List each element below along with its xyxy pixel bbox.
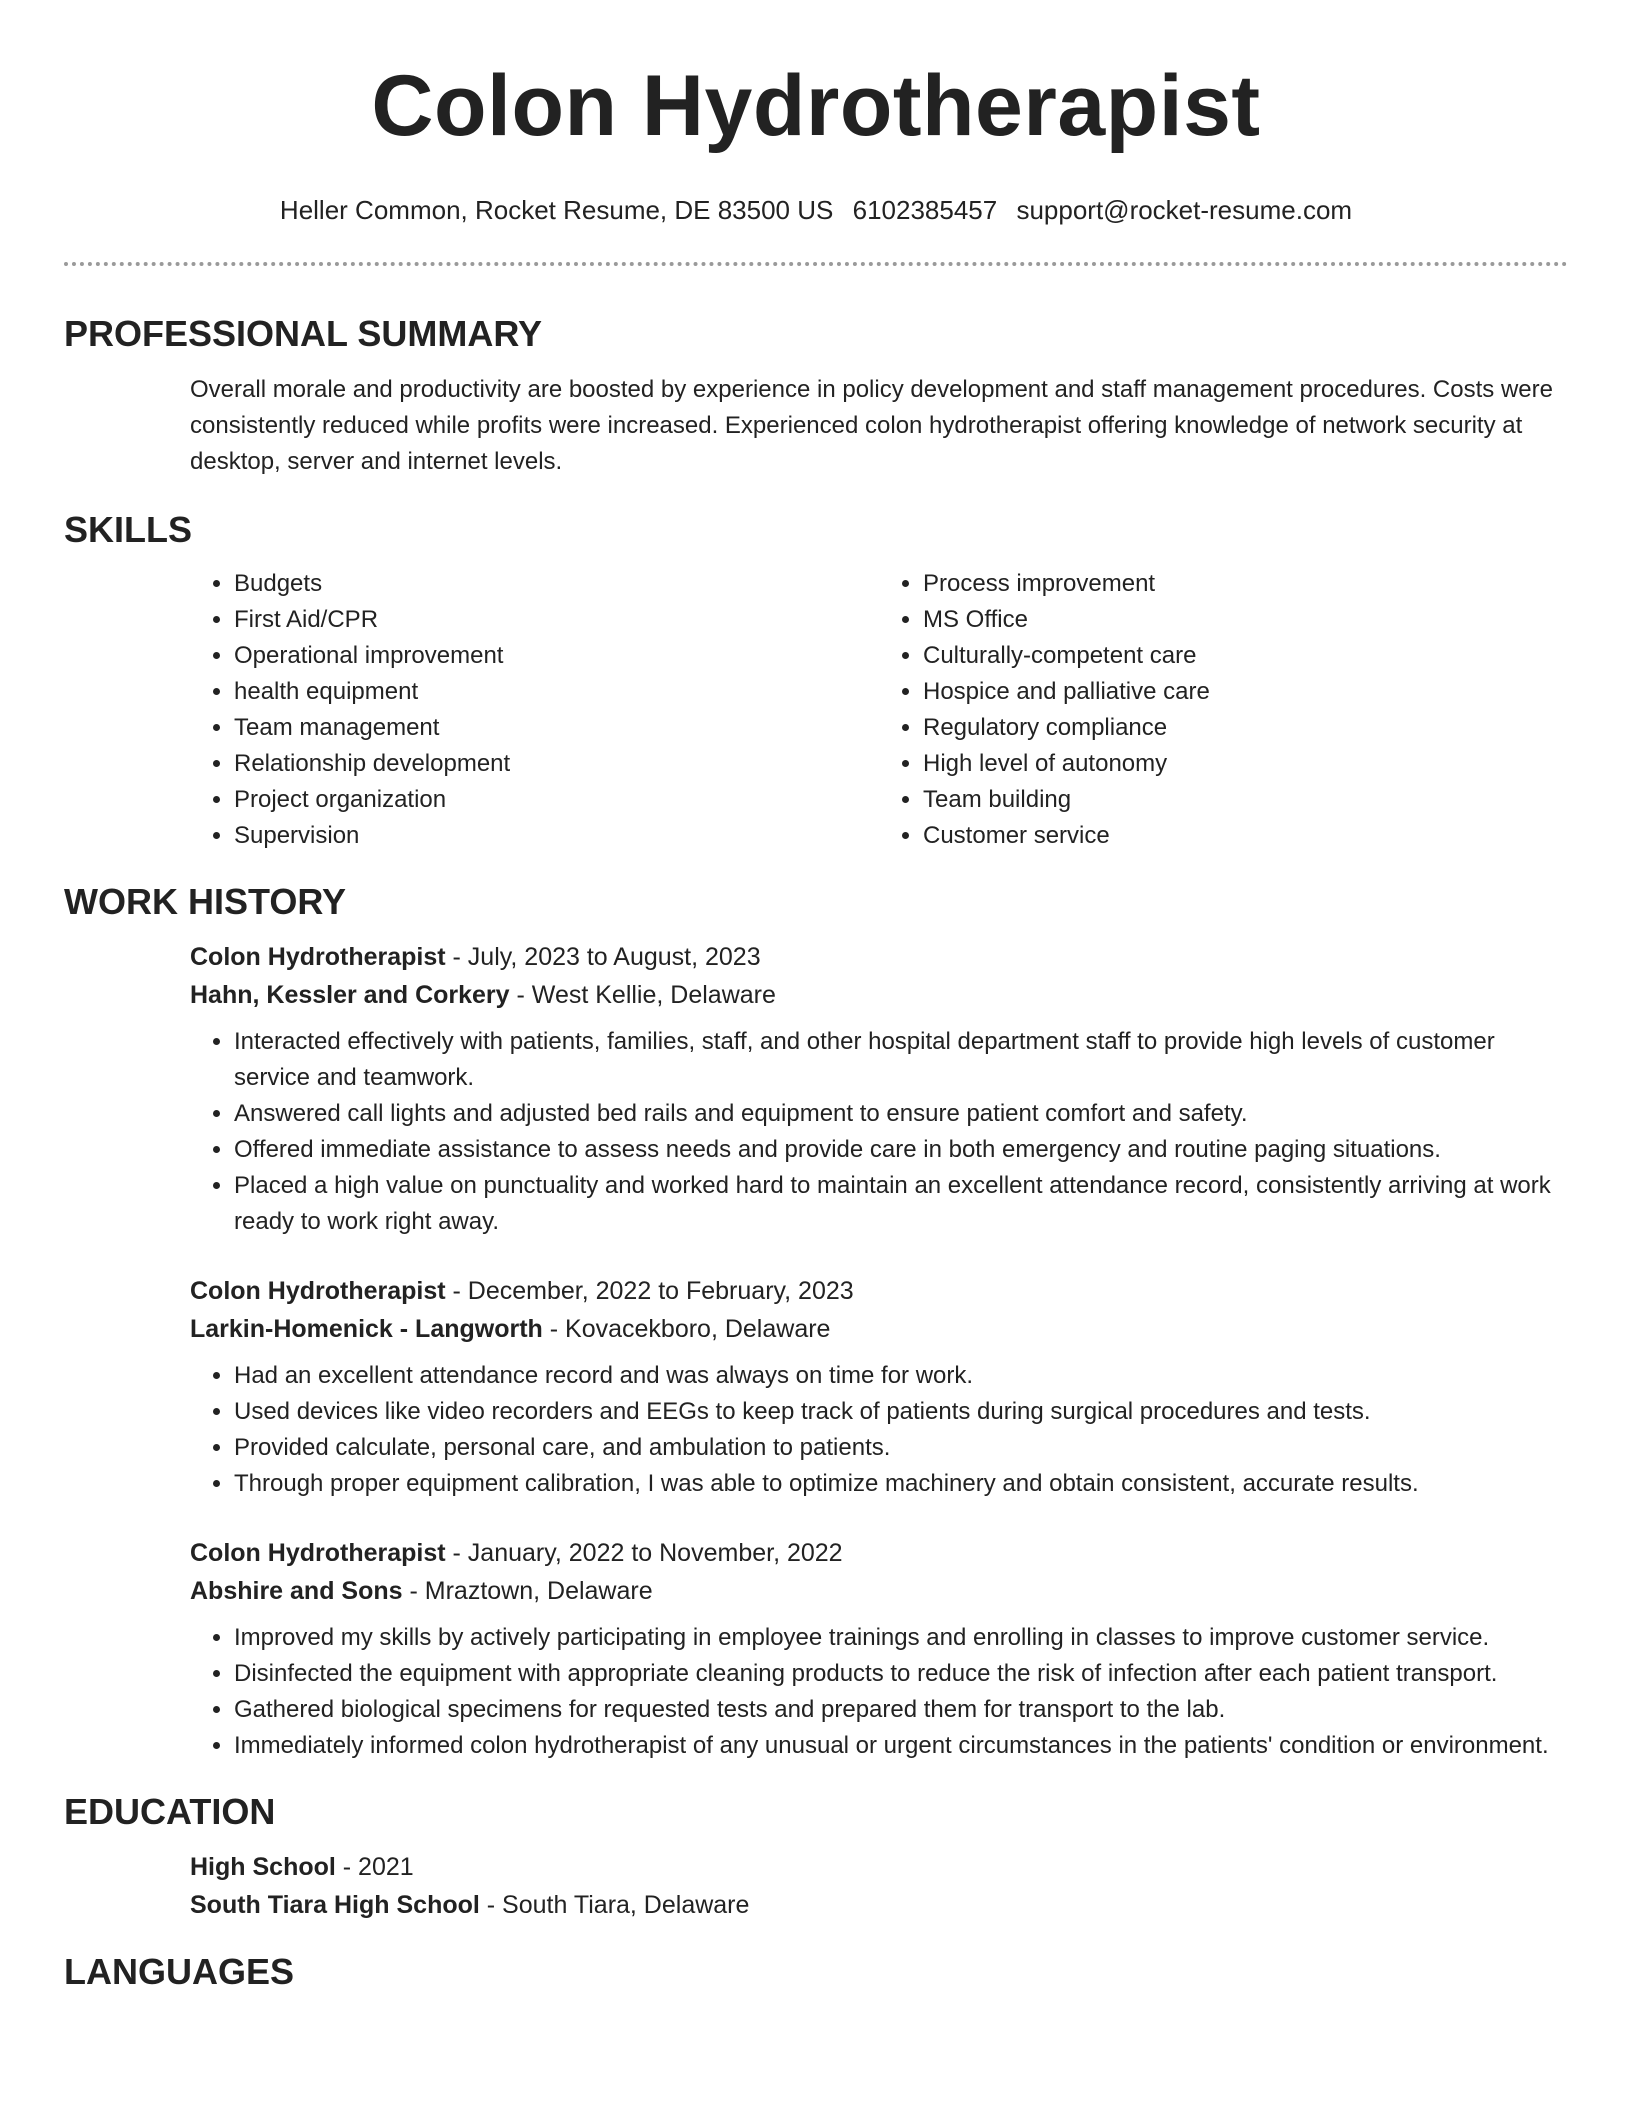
job-role-line — [190, 1534, 1568, 1572]
skill-item: • Project organization — [234, 782, 879, 818]
contact-address: Heller Common, Rocket Resume, DE 83500 US — [279, 195, 834, 225]
job-bullet: • Disinfected the equipment with appropriate cleaning products to reduce the risk of infection after each patient transport. — [234, 1656, 1568, 1692]
job-bullet: • Through proper equipment calibration, I was able to optimize machinery and obtain consistent, accurate results. — [234, 1466, 1568, 1502]
job-bullets — [190, 1024, 1568, 1240]
skill-item: • Regulatory compliance — [923, 710, 1568, 746]
skill-item: • Supervision — [234, 818, 879, 854]
job-location: - Mraztown, Delaware — [402, 1577, 653, 1605]
job-bullet: • Placed a high value on punctuality and worked hard to maintain an excellent attendance record, consistently arriving at work ready to work right away. — [234, 1168, 1568, 1240]
education-degree-line — [190, 1848, 1568, 1886]
job-bullet: • Answered call lights and adjusted bed rails and equipment to ensure patient comfort and safety. — [234, 1096, 1568, 1132]
job-bullets — [190, 1620, 1568, 1764]
job-location: - Kovacekboro, Delaware — [542, 1315, 831, 1343]
skill-item: • Budgets — [234, 566, 879, 602]
education-year: - 2021 — [335, 1853, 414, 1881]
skill-item: • Team building — [923, 782, 1568, 818]
skills-columns — [190, 566, 1568, 854]
job-bullet: • Immediately informed colon hydrotherapist of any unusual or urgent circumstances in the patients' condition or environment. — [234, 1728, 1568, 1764]
education-title: EDUCATION — [64, 1791, 276, 1832]
skills-right-list — [879, 566, 1568, 854]
skill-item: • Hospice and palliative care — [923, 674, 1568, 710]
work-title: WORK HISTORY — [64, 881, 347, 922]
skills-section — [64, 508, 1568, 854]
education-section — [64, 1790, 1568, 1924]
job-company-line — [190, 1310, 1568, 1348]
job-company: Larkin-Homenick - Langworth — [190, 1315, 543, 1343]
job-company-line — [190, 1572, 1568, 1610]
skill-item: • Team management — [234, 710, 879, 746]
job-dates: - January, 2022 to November, 2022 — [445, 1539, 843, 1567]
skill-item: • Process improvement — [923, 566, 1568, 602]
job-dates: - December, 2022 to February, 2023 — [445, 1277, 854, 1305]
education-location: - South Tiara, Delaware — [479, 1891, 750, 1919]
job-company-line — [190, 976, 1568, 1014]
job-entry — [64, 1272, 1568, 1502]
contact-email: support@rocket-resume.com — [1016, 195, 1353, 225]
skill-item: • MS Office — [923, 602, 1568, 638]
job-bullet: • Offered immediate assistance to assess needs and provide care in both emergency and routine paging situations. — [234, 1132, 1568, 1168]
skills-left-list — [190, 566, 879, 854]
job-bullet: • Improved my skills by actively participating in employee trainings and enrolling in classes to improve customer service. — [234, 1620, 1568, 1656]
summary-title: PROFESSIONAL SUMMARY — [64, 313, 543, 354]
job-bullet: • Interacted effectively with patients, families, staff, and other hospital department staff to provide high levels of customer service and teamwork. — [234, 1024, 1568, 1096]
skill-item: • Customer service — [923, 818, 1568, 854]
skill-item: • Relationship development — [234, 746, 879, 782]
skill-item: • First Aid/CPR — [234, 602, 879, 638]
education-school: South Tiara High School — [190, 1891, 480, 1919]
skills-title: SKILLS — [64, 509, 193, 550]
job-bullet: • Used devices like video recorders and EEGs to keep track of patients during surgical procedures and tests. — [234, 1394, 1568, 1430]
languages-title: LANGUAGES — [64, 1951, 295, 1992]
header-divider — [64, 262, 1568, 266]
job-bullets — [190, 1358, 1568, 1502]
languages-section — [64, 1950, 1568, 1994]
job-entry — [64, 938, 1568, 1240]
skill-item: • health equipment — [234, 674, 879, 710]
job-role: Colon Hydrotherapist — [190, 1277, 446, 1305]
skill-item: • Operational improvement — [234, 638, 879, 674]
contact-line — [64, 192, 1568, 228]
skill-item: • Culturally-competent care — [923, 638, 1568, 674]
summary-text: Overall morale and productivity are boosted by experience in policy development and staff management procedures. Costs were consistently reduced while profits were increased. Experienced colon hydrotherapist offering knowledge of network security at desktop, server and internet levels. — [190, 376, 1553, 475]
job-role-line — [190, 938, 1568, 976]
job-role: Colon Hydrotherapist — [190, 943, 446, 971]
job-location: - West Kellie, Delaware — [509, 981, 776, 1009]
job-bullet: • Had an excellent attendance record and was always on time for work. — [234, 1358, 1568, 1394]
contact-phone: 6102385457 — [852, 195, 998, 225]
job-dates: - July, 2023 to August, 2023 — [445, 943, 761, 971]
job-role: Colon Hydrotherapist — [190, 1539, 446, 1567]
summary-section — [64, 312, 1568, 480]
education-degree: High School — [190, 1853, 336, 1881]
job-bullet: • Provided calculate, personal care, and ambulation to patients. — [234, 1430, 1568, 1466]
education-school-line — [190, 1886, 1568, 1924]
job-company: Hahn, Kessler and Corkery — [190, 981, 510, 1009]
job-company: Abshire and Sons — [190, 1577, 403, 1605]
job-entry — [64, 1534, 1568, 1764]
work-section — [64, 880, 1568, 1764]
resume-name: Colon Hydrotherapist — [371, 58, 1261, 154]
job-bullet: • Gathered biological specimens for requested tests and prepared them for transport to the lab. — [234, 1692, 1568, 1728]
job-role-line — [190, 1272, 1568, 1310]
skill-item: • High level of autonomy — [923, 746, 1568, 782]
